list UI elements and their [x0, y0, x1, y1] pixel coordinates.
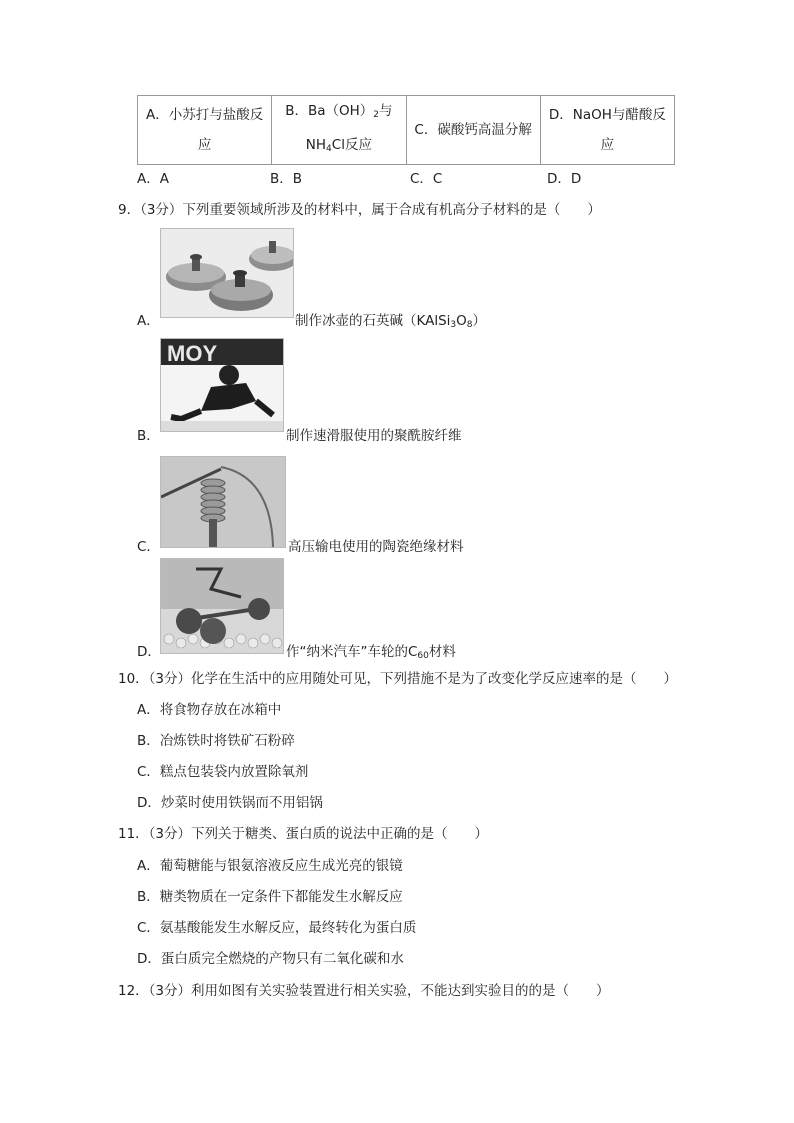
- q8-option-c-cell: [406, 96, 540, 165]
- q8-option-b-text-3: Cl反应: [331, 137, 372, 153]
- q8-option-a-text: A．小苏打与盐酸反应: [146, 107, 264, 153]
- q9-option-d-letter[interactable]: D．: [137, 644, 161, 660]
- q9-option-a-letter[interactable]: A．: [137, 313, 160, 329]
- insulator-image: [160, 456, 286, 548]
- speed-skater-image: [160, 338, 284, 432]
- q8-option-b-sub-2: 4: [326, 144, 332, 154]
- nanocar-illustration: [161, 559, 283, 653]
- q8-choice-c[interactable]: C．C: [410, 171, 443, 187]
- q8-option-d-cell: [540, 96, 674, 165]
- q12-stem: 12．（3分）利用如图有关实验装置进行相关实验，不能达到实验目的的是（ ）: [118, 983, 610, 999]
- q10-option-c[interactable]: C．糕点包装袋内放置除氧剂: [137, 764, 309, 780]
- q9-option-a-sub-1: 3: [450, 320, 457, 330]
- q8-choice-b[interactable]: B．B: [270, 171, 303, 187]
- q8-option-b-text-2: 与NH: [305, 103, 393, 153]
- q9-option-a-text-1: 制作冰壶的石英碱（KAlSi: [295, 313, 451, 329]
- q9-option-d-text-2: 材料: [428, 644, 456, 660]
- q8-options-table: [137, 95, 675, 165]
- q9-option-b-letter[interactable]: B．: [137, 428, 160, 444]
- q8-option-b-sub-1: 2: [373, 110, 380, 120]
- q11-option-d[interactable]: D．蛋白质完全燃烧的产物只有二氧化碳和水: [137, 951, 404, 967]
- insulator-illustration: [161, 457, 285, 547]
- q8-choice-d[interactable]: D．D: [547, 171, 582, 187]
- q9-option-c-text: 高压输电使用的陶瓷绝缘材料: [288, 539, 464, 555]
- q8-option-a-cell: [138, 96, 272, 165]
- q9-option-b-text: 制作速滑服使用的聚酰胺纤维: [286, 428, 462, 444]
- q9-option-a-text-2: O: [456, 313, 467, 329]
- q8-option-b-cell: [272, 96, 406, 165]
- q10-option-a[interactable]: A．将食物存放在冰箱中: [137, 702, 282, 718]
- q11-option-b[interactable]: B．糖类物质在一定条件下都能发生水解反应: [137, 889, 403, 905]
- q9-option-c-letter[interactable]: C．: [137, 539, 160, 555]
- q9-option-a-text-3: ）: [472, 313, 487, 329]
- q10-stem: 10．（3分）化学在生活中的应用随处可见，下列措施不是为了改变化学反应速率的是（ ）: [118, 671, 678, 687]
- nanocar-image: [160, 558, 284, 654]
- q8-option-d-text: D．NaOH与醋酸反应: [548, 107, 666, 153]
- q11-option-a[interactable]: A．葡萄糖能与银氨溶液反应生成光亮的银镜: [137, 858, 403, 874]
- q9-option-d-text-1: 作“纳米汽车”车轮的C: [286, 644, 418, 660]
- curling-stones-illustration: [161, 229, 293, 317]
- q10-option-d[interactable]: D．炒菜时使用铁锅而不用铝锅: [137, 795, 323, 811]
- speed-skater-illustration: [161, 339, 283, 431]
- q9-option-a-text: [295, 312, 486, 334]
- q8-option-b-text-1: B．Ba（OH）: [285, 103, 374, 119]
- banner-text: MOY: [167, 341, 218, 366]
- q9-option-d-text: [286, 643, 456, 665]
- q11-option-c[interactable]: C．氨基酸能发生水解反应，最终转化为蛋白质: [137, 920, 417, 936]
- q9-option-d-sub: 60: [417, 651, 429, 661]
- curling-stones-image: [160, 228, 294, 318]
- q10-option-b[interactable]: B．冶炼铁时将铁矿石粉碎: [137, 733, 295, 749]
- q11-stem: 11．（3分）下列关于糖类、蛋白质的说法中正确的是（ ）: [118, 826, 489, 842]
- q9-stem: 9．（3分）下列重要领域所涉及的材料中，属于合成有机高分子材料的是（ ）: [118, 202, 601, 218]
- q8-option-c-text: C．碳酸钙高温分解: [414, 122, 532, 138]
- q9-option-a-sub-2: 8: [466, 320, 473, 330]
- q8-choice-a[interactable]: A．A: [137, 171, 169, 187]
